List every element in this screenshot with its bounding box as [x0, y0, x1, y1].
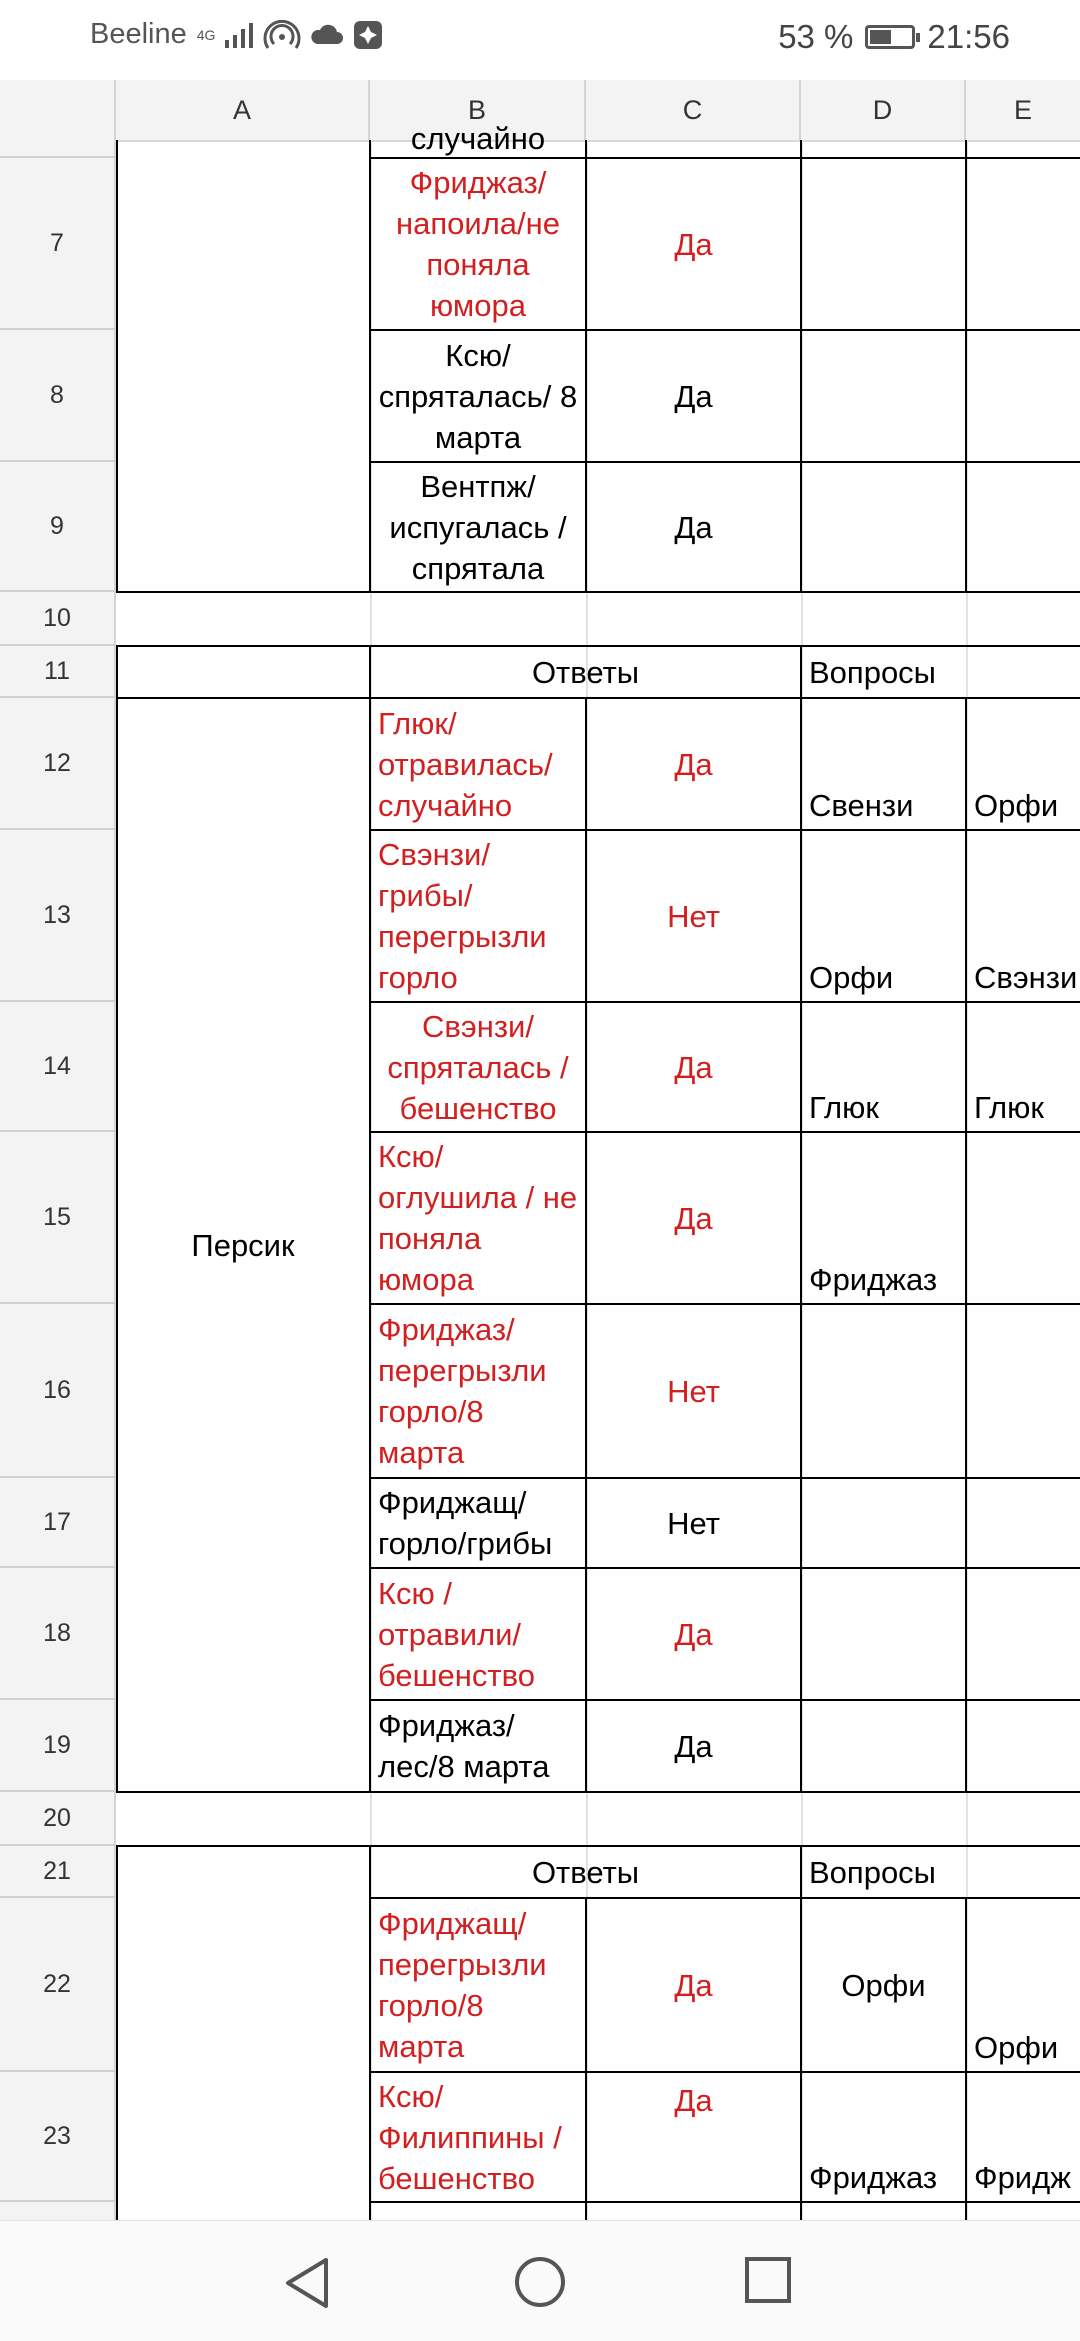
- carrier-label: Beeline: [90, 18, 187, 50]
- cell-c13[interactable]: Нет: [667, 898, 720, 934]
- border-line: [370, 1131, 1080, 1133]
- row-header[interactable]: [0, 140, 116, 158]
- cell-b7[interactable]: Фриджаз/ напоила/не поняла юмора: [395, 165, 560, 323]
- cell-b15[interactable]: Ксю/ оглушила / не поняла юмора: [378, 1139, 578, 1297]
- cell-d21-questions-header[interactable]: Вопросы: [809, 1854, 936, 1890]
- select-all-corner[interactable]: [0, 80, 116, 140]
- cell-c7[interactable]: Да: [674, 226, 713, 262]
- border-line: [116, 1846, 118, 2220]
- row-header[interactable]: 20: [0, 1792, 116, 1846]
- signal-bars-icon: [225, 22, 255, 48]
- cell-b13[interactable]: Свэнзи/ грибы/ перегрызли горло: [378, 837, 547, 995]
- battery-icon: [865, 25, 915, 49]
- column-header-a[interactable]: A: [116, 80, 370, 140]
- border-line: [116, 1845, 1080, 1847]
- row-header[interactable]: 23: [0, 2072, 116, 2202]
- row-header[interactable]: 15: [0, 1132, 116, 1304]
- recents-icon[interactable]: [744, 2256, 792, 2304]
- column-header-b[interactable]: B: [370, 80, 586, 140]
- cell-d11-questions-header[interactable]: Вопросы: [809, 654, 936, 690]
- border-line: [585, 698, 587, 1792]
- border-line: [370, 157, 1080, 159]
- cell-b12[interactable]: Глюк/ отравилась/ случайно: [378, 705, 553, 823]
- cell-b19[interactable]: Фриджаз/ лес/8 марта: [378, 1708, 550, 1784]
- cell-b14[interactable]: Свэнзи/ спряталась / бешенство: [387, 1008, 569, 1126]
- row-header[interactable]: 11: [0, 646, 116, 698]
- cell-d22[interactable]: Орфи: [841, 1967, 926, 2003]
- cell-c18[interactable]: Да: [674, 1616, 713, 1652]
- status-left: [90, 18, 383, 51]
- cell-e12[interactable]: Орфи: [974, 788, 1059, 823]
- border-line: [800, 646, 802, 1792]
- cell-e13[interactable]: Свэнзи: [974, 960, 1078, 995]
- row-header[interactable]: 7: [0, 158, 116, 330]
- border-line: [370, 329, 1080, 331]
- row-header[interactable]: 22: [0, 1898, 116, 2072]
- cell-c9[interactable]: Да: [674, 509, 713, 545]
- cloud-icon: [309, 24, 343, 46]
- back-icon[interactable]: [282, 2256, 332, 2310]
- border-line: [370, 1303, 1080, 1305]
- cell-c22[interactable]: Да: [674, 1967, 713, 2003]
- status-right: [778, 18, 1010, 56]
- border-line: [369, 1846, 371, 2220]
- spreadsheet-grid[interactable]: [0, 120, 1080, 2220]
- cell-d13[interactable]: Орфи: [809, 960, 894, 995]
- cell-c16[interactable]: Нет: [667, 1373, 720, 1409]
- border-line: [370, 1567, 1080, 1569]
- battery-percent: 53 %: [778, 18, 854, 55]
- cell-b18[interactable]: Ксю / отравили/ бешенство: [378, 1575, 535, 1693]
- border-line: [369, 646, 371, 1792]
- cell-a12-merged[interactable]: Персик: [191, 1227, 295, 1263]
- row-header[interactable]: 10: [0, 592, 116, 646]
- cell-c15[interactable]: Да: [674, 1200, 713, 1236]
- border-line: [585, 140, 587, 592]
- border-line: [965, 698, 967, 1792]
- row-header[interactable]: [0, 2202, 116, 2220]
- row-header[interactable]: 9: [0, 462, 116, 592]
- cell-c23[interactable]: Да: [674, 2083, 713, 2118]
- row-header[interactable]: 16: [0, 1304, 116, 1478]
- cell-d15[interactable]: Фриджаз: [809, 1262, 938, 1297]
- cell-b17[interactable]: Фриджащ/ горло/грибы: [378, 1485, 553, 1561]
- cell-d12[interactable]: Свензи: [809, 788, 914, 823]
- clock: 21:56: [927, 18, 1010, 55]
- border-line: [116, 1791, 1080, 1793]
- border-line: [800, 140, 802, 592]
- row-header[interactable]: 12: [0, 698, 116, 830]
- cell-c19[interactable]: Да: [674, 1728, 713, 1764]
- border-line: [370, 2201, 1080, 2203]
- app-icon: [353, 20, 383, 50]
- border-line: [370, 829, 1080, 831]
- column-header-c[interactable]: C: [586, 80, 801, 140]
- cell-b22[interactable]: Фриджащ/ перегрызли горло/8 марта: [378, 1906, 547, 2064]
- cell-e14[interactable]: Глюк: [974, 1090, 1044, 1125]
- cell-b23[interactable]: Ксю/ Филиппины / бешенство: [378, 2078, 562, 2196]
- border-line: [800, 1846, 802, 2220]
- navigation-bar: [0, 2220, 1080, 2341]
- border-line: [116, 646, 118, 1792]
- border-line: [370, 1897, 1080, 1899]
- border-line: [116, 591, 1080, 593]
- column-header-e[interactable]: E: [1013, 95, 1032, 125]
- cell-b16[interactable]: Фриджаз/ перегрызли горло/8 марта: [378, 1312, 547, 1470]
- border-line: [370, 2071, 1080, 2073]
- cell-c14[interactable]: Да: [674, 1049, 713, 1085]
- row-header[interactable]: 18: [0, 1568, 116, 1700]
- row-header[interactable]: 21: [0, 1846, 116, 1898]
- row-header[interactable]: 17: [0, 1478, 116, 1568]
- border-line: [370, 1001, 1080, 1003]
- cell-d14[interactable]: Глюк: [809, 1090, 879, 1125]
- border-line: [116, 697, 1080, 699]
- row-header[interactable]: 19: [0, 1700, 116, 1792]
- row-header[interactable]: 8: [0, 330, 116, 462]
- border-line: [116, 140, 118, 592]
- border-line: [370, 1699, 1080, 1701]
- cell-b6[interactable]: случайно: [410, 120, 546, 156]
- border-line: [369, 140, 371, 592]
- cell-c12[interactable]: Да: [674, 746, 713, 782]
- cell-e23[interactable]: Фридж: [974, 2160, 1071, 2195]
- home-icon[interactable]: [514, 2256, 566, 2308]
- cell-b8[interactable]: Ксю/ спряталась/ 8 марта: [378, 337, 578, 455]
- cell-c8[interactable]: Да: [674, 378, 713, 414]
- cell-b11-answers-header[interactable]: Ответы: [531, 654, 640, 690]
- cell-d23[interactable]: Фриджаз: [809, 2160, 938, 2195]
- cell-c17[interactable]: Нет: [667, 1505, 720, 1541]
- hotspot-icon: [265, 20, 299, 50]
- cell-b21-answers-header[interactable]: Ответы: [531, 1854, 640, 1890]
- row-header[interactable]: 14: [0, 1002, 116, 1132]
- border-line: [116, 645, 1080, 647]
- border-line: [370, 461, 1080, 463]
- border-line: [965, 1898, 967, 2220]
- border-line: [585, 1898, 587, 2220]
- border-line: [370, 1477, 1080, 1479]
- status-bar: [0, 0, 1080, 81]
- border-line: [965, 140, 967, 592]
- cell-e22[interactable]: Орфи: [974, 2030, 1059, 2065]
- cell-b9[interactable]: Вентпж/ испугалась / спрятала: [389, 468, 567, 586]
- row-header[interactable]: 13: [0, 830, 116, 1002]
- signal-icon: 4G: [196, 26, 216, 43]
- column-header-d[interactable]: D: [801, 80, 966, 140]
